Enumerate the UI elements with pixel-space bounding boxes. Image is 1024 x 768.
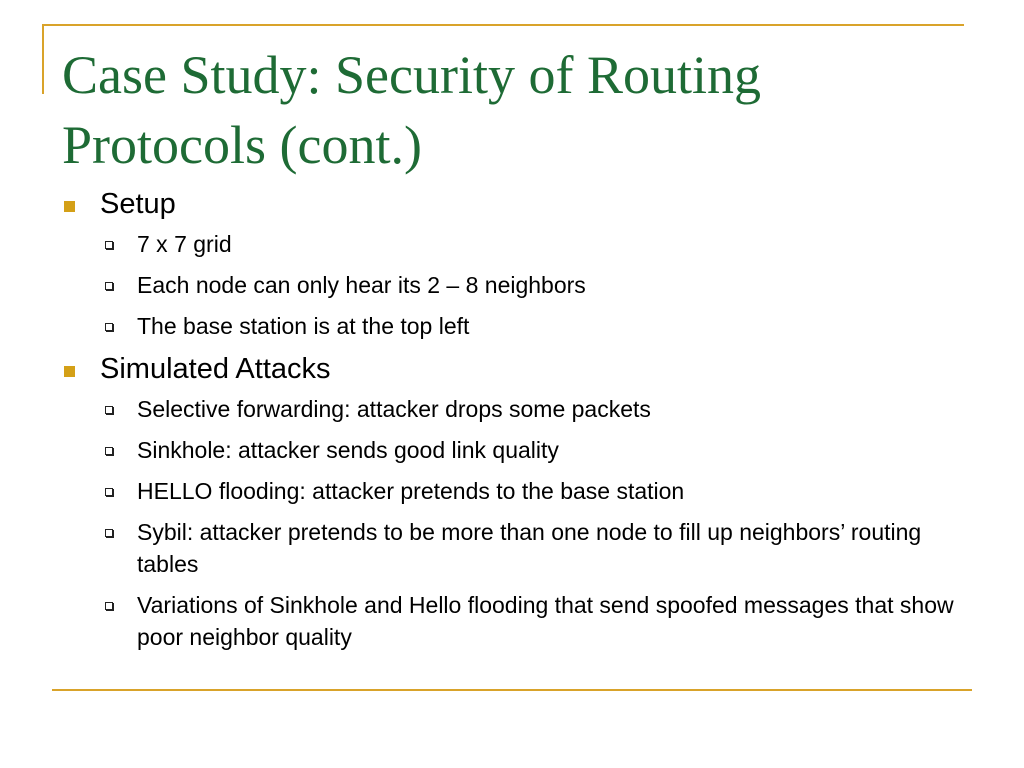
sub-bullet	[62, 516, 962, 580]
sub-bullet-text: Variations of Sinkhole and Hello flooding that send spoofed messages that show poor neighbor quality	[137, 592, 954, 650]
sub-bullet-text: HELLO flooding: attacker pretends to the base station	[137, 478, 685, 504]
sub-bullet-text: Sinkhole: attacker sends good link quality	[137, 437, 559, 463]
hollow-square-bullet-icon	[105, 602, 113, 610]
hollow-square-bullet-icon	[105, 488, 113, 496]
square-bullet-icon	[64, 201, 75, 212]
hollow-square-bullet-icon	[105, 323, 113, 331]
sub-bullet	[62, 393, 962, 425]
frame-left-line	[42, 24, 44, 94]
sub-bullet	[62, 589, 962, 653]
sub-bullet	[62, 310, 962, 342]
attacks-subitems	[62, 393, 962, 653]
bullet-heading: Simulated Attacks	[100, 353, 331, 385]
bullet-simulated-attacks	[62, 351, 962, 387]
sub-bullet-text: 7 x 7 grid	[137, 231, 232, 257]
bullet-heading: Setup	[100, 188, 176, 220]
slide-title: Case Study: Security of Routing Protocols (cont.)	[62, 45, 761, 175]
square-bullet-icon	[64, 366, 75, 377]
sub-bullet-text: Selective forwarding: attacker drops some packets	[137, 396, 651, 422]
sub-bullet-text: Sybil: attacker pretends to be more than one node to fill up neighbors’ routing tables	[137, 519, 922, 577]
hollow-square-bullet-icon	[105, 241, 113, 249]
sub-bullet-text: The base station is at the top left	[137, 313, 470, 339]
bullet-setup	[62, 186, 962, 222]
slide-content	[62, 186, 962, 662]
sub-bullet	[62, 475, 962, 507]
hollow-square-bullet-icon	[105, 529, 113, 537]
sub-bullet	[62, 228, 962, 260]
setup-subitems	[62, 228, 962, 342]
sub-bullet	[62, 434, 962, 466]
hollow-square-bullet-icon	[105, 282, 113, 290]
hollow-square-bullet-icon	[105, 447, 113, 455]
hollow-square-bullet-icon	[105, 406, 113, 414]
sub-bullet	[62, 269, 962, 301]
frame-bottom-line	[52, 689, 972, 691]
sub-bullet-text: Each node can only hear its 2 – 8 neighbors	[137, 272, 586, 298]
frame-top-line	[42, 24, 964, 26]
